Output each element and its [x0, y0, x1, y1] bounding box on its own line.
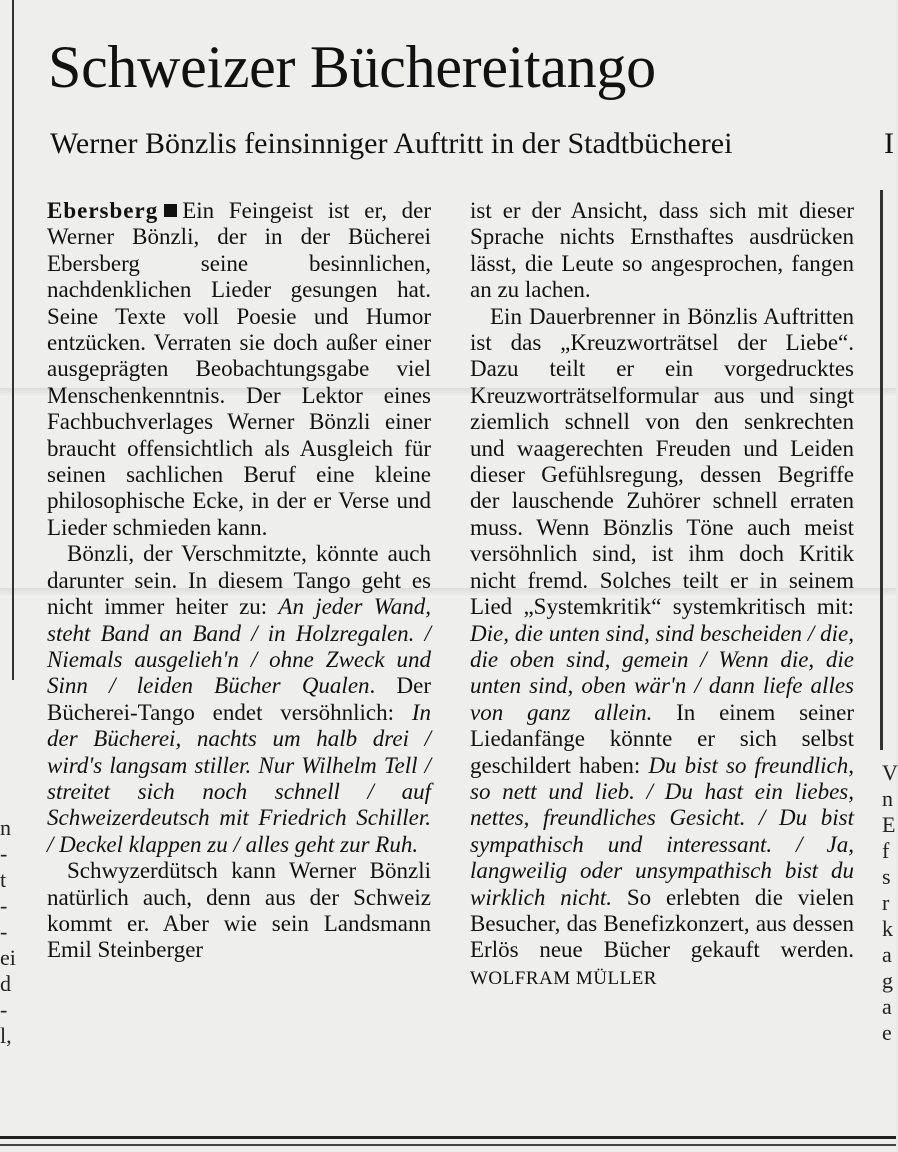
song-quote: In der Bücherei, nachts um halb drei / wird's langsam stiller. Nur Wilhelm Tell / streitet sich noch schnell / auf Schweizerdeutsch mit Friedrich Schiller. / Deckel klappen zu / alles geht zur Ruh.	[47, 699, 431, 857]
paragraph-text: In einem seiner Liedanfänge könnte er sich selbst geschildert haben:	[470, 699, 854, 778]
paragraph	[47, 198, 431, 541]
neighbor-column-fragment-right: V n E f s r k a g a e	[882, 760, 898, 1045]
subheadline: Werner Bönzlis feinsinniger Auftritt in der Stadtbücherei	[50, 127, 733, 160]
paragraph	[47, 858, 431, 964]
song-quote: Du bist so freundlich, so nett und lieb. / Du hast ein liebes, nettes, freundliches Gesicht. / Du bist sympathisch und interessant. / Ja, langweilig oder unsympathisch bist du wirklich nicht.	[470, 752, 854, 910]
bottom-rule	[0, 1144, 896, 1146]
paragraph-text: Ein Feingeist ist er, der Werner Bönzli, der in der Bücherei Ebersberg seine besinnlichen, nachdenklichen Lieder gesungen hat. Seine Texte voll Poesie und Humor entzücken. Verraten sie doch außer einer ausgeprägten Beobachtungsgabe viel Menschenkenntnis. Der Lektor eines Fachbuchverlages Werner Bönzli einer braucht offensichtlich als Ausgleich für seinen sachlichen Beruf eine kleine philosophische Ecke, in der er Verse und Lieder schmieden kann.	[47, 198, 431, 540]
neighbor-headline-fragment: I	[884, 127, 894, 160]
bottom-rule	[0, 1136, 896, 1139]
paragraph-text: Schwyzerdütsch kann Werner Bönzli natürlich auch, denn aus der Schweiz kommt er. Aber wie sein Landsmann Emil Steinberger	[47, 858, 431, 963]
paragraph	[47, 541, 431, 858]
column-rule-right	[880, 190, 883, 750]
headline: Schweizer Büchereitango	[48, 34, 656, 100]
song-quote: An jeder Wand, steht Band an Band / in Holzregalen. / Niemals ausgelieh'n / ohne Zweck und Sinn / leiden Bücher Qualen	[47, 594, 431, 699]
author-byline: WOLFRAM MÜLLER	[470, 967, 657, 989]
column-rule-left	[12, 0, 14, 680]
dateline: Ebersberg	[47, 198, 159, 223]
article-column-right	[470, 198, 854, 992]
paragraph-text: So erlebten die vielen Besucher, das Benefizkonzert, aus dessen Erlös neue Bücher gekauft werden.	[470, 884, 854, 963]
paragraph-text: Ein Dauerbrenner in Bönzlis Auftritten ist das „Kreuzworträtsel der Liebe“. Dazu teilt er ein vorgedrucktes Kreuzworträtselformular aus und singt ziemlich schnell von den senkrechten und waagerechten Freuden und Leiden dieser Gefühlsregung, dessen Begriffe der lauschende Zuhörer schnell erraten muss. Wenn Bönzlis Töne auch meist versöhnlich sind, ist ihm doch Kritik nicht fremd. Solches teilt er in seinem Lied „Systemkritik“ systemkritisch mit:	[470, 303, 854, 620]
paragraph-text: . Der Bücherei-Tango endet versöhnlich:	[47, 673, 431, 725]
paragraph	[470, 198, 854, 304]
paragraph-text: Bönzli, der Verschmitzte, könnte auch darunter sein. In diesem Tango geht es nicht immer heiter zu:	[47, 541, 431, 620]
paragraph	[470, 304, 854, 993]
neighbor-column-fragment-left: n - t - - ei d - l,	[0, 815, 16, 1048]
song-quote: Die, die unten sind, sind bescheiden / die, die oben sind, gemein / Wenn die, die unten sind, oben wär'n / dann liefe alles von ganz allein.	[470, 620, 854, 725]
paragraph-text: ist er der Ansicht, dass sich mit dieser Sprache nichts Ernsthaftes ausdrücken lässt, die Leute so angesprochen, fangen an zu lachen.	[470, 198, 854, 303]
dateline-square-icon	[164, 204, 177, 217]
article-column-left	[47, 198, 431, 964]
